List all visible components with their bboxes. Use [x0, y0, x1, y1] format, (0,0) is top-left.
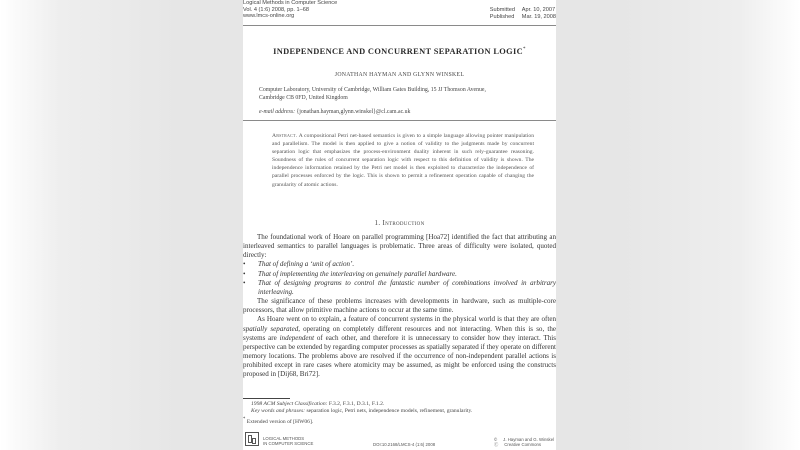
email-line [259, 109, 410, 115]
published-label: Published [489, 13, 515, 20]
paragraph-3: As Hoare went on to explain, a feature of concurrent systems in the physical world is that they are often spatially separated, operating on completely different resources and not interacting. When this is so, the systems are independent of each other, and therefore it is unnecessary to consider how they interact. This perspective can be extended by regarding computer processes as spatially separated if they operate on different memory locations. The problems above are resolved if the occurrence of non-independent parallel actions is prohibited except in rare cases where atomicity may be assumed, as might be enforced using the constructs proposed in [Dij68, Bri72]. [243, 315, 556, 379]
journal-volume: Vol. 4 (1:6) 2008, pp. 1–68 [243, 6, 309, 13]
quoted-list [243, 260, 556, 297]
list-item: • That of implementing the interleaving on genuinely parallel hardware. [243, 270, 556, 279]
footnotes [243, 401, 556, 426]
paragraph-1: The foundational work of Hoare on parallel programming [Hoa72] identified the fact that attributing an interleaved semantics to parallel languages is problematic. Three areas of difficulty were isolated, quoted directly: [243, 233, 556, 260]
title-footnote-mark: * [523, 47, 526, 53]
submitted-date: Apr. 10, 2007 [521, 7, 556, 13]
acm-classification: 1998 ACM Subject Classification: F.3.2, F.3.1, D.3.1, F.1.2. [251, 401, 385, 407]
body-text [243, 233, 556, 380]
journal-name: Logical Methods in Computer Science [243, 0, 338, 6]
published-date: Mar. 19, 2008 [521, 13, 556, 20]
header-rule [243, 25, 556, 26]
creative-commons-icon: Ⓒ [494, 442, 499, 448]
affiliation-rule [243, 120, 556, 121]
license-name[interactable]: Creative Commons [504, 442, 542, 448]
paper-page [243, 0, 556, 450]
abstract [272, 132, 534, 189]
paragraph-2: The significance of these problems increases with developments in hardware, such as multiple-core processors, that allow primitive machine actions to occur at the same time. [243, 297, 556, 315]
paper-title: INDEPENDENCE AND CONCURRENT SEPARATION LOGIC* [273, 47, 526, 56]
lmcs-logo-icon [245, 432, 259, 446]
list-item: • That of designing programs to control the fantastic number of combinations involved in arbitrary interleaving. [243, 279, 556, 297]
abstract-label: Abstract. [272, 133, 298, 139]
page-footer [243, 431, 556, 450]
affiliation: Computer Laboratory, University of Cambridge, William Gates Building, 15 JJ Thomson Avenue, Cambridge CB 0FD, United Kingdom [259, 87, 486, 101]
journal-website[interactable]: www.lmcs-online.org [243, 13, 295, 20]
journal-info [243, 0, 337, 20]
email-address[interactable]: {jonathan.hayman,glynn.winskel}@cl.cam.ac.uk [296, 109, 411, 115]
logo-text: LOGICAL METHODS IN COMPUTER SCIENCE [263, 436, 314, 446]
submitted-label: Submitted [489, 7, 515, 13]
doi[interactable]: DOI:10.2168/LMCS-4 (1:6) 2008 [373, 442, 436, 447]
footnote-rule [243, 398, 290, 399]
copyright-holder: J. Hayman and G. Winskel [503, 437, 555, 442]
abstract-text: A compositional Petri net-based semantics is given to a simple language allowing pointer manipulation and parallelism. The model is then applied to give a notion of validity to the judgments made by concurrent separation logic that emphasizes the process-environment duality inherent in such rely-guarantee reasoning. Soundness of the rules of concurrent separation logic with respect to this definition of validity is shown. The independence information retained by the Petri net model is then exploited to characterize the independence of parallel processes enforced by the logic. This is shown to permit a refinement operation capable of changing the granularity of atomic actions. [272, 133, 534, 188]
keywords: Key words and phrases: separation logic, Petri nets, independence models, refinement, granularity. [251, 408, 473, 415]
copyright-icon: © [494, 437, 498, 442]
publication-dates [490, 7, 556, 20]
authors: JONATHAN HAYMAN AND GLYNN WINSKEL [334, 72, 465, 78]
extended-version-note: * Extended version of [HW06]. [243, 416, 314, 425]
section-heading: 1. Introduction [374, 219, 425, 227]
list-item: • That of defining a ‘unit of action’. [243, 260, 556, 269]
license-info [494, 437, 554, 448]
email-label: e-mail address: [259, 109, 296, 115]
